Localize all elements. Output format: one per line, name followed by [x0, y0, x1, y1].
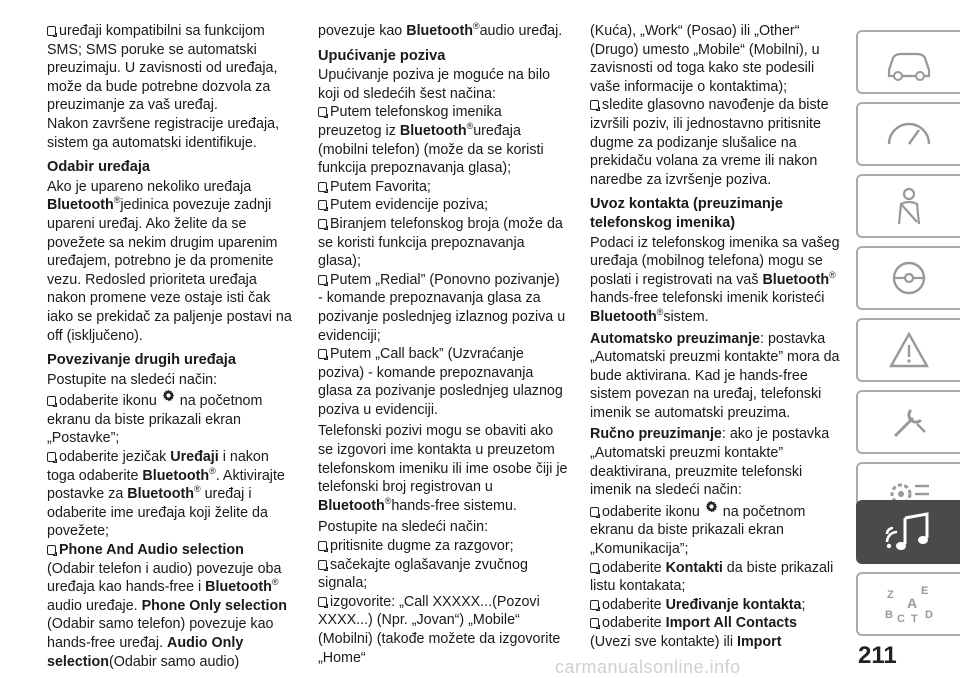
tab-safety[interactable]	[856, 174, 960, 238]
bullet-icon	[590, 100, 599, 110]
tab-car-info[interactable]	[856, 30, 960, 94]
bullet-icon	[590, 600, 599, 610]
watermark: carmanualsonline.info	[555, 657, 741, 677]
tab-multimedia[interactable]	[856, 500, 960, 564]
bullet-icon	[318, 349, 327, 359]
gear-icon	[705, 500, 718, 513]
bullet-icon	[590, 507, 599, 517]
bullet-item: Putem „Redial” (Ponovno pozivanje) - komande prepoznavanja glasa za pozivanje poslednjeg izlaznog poziva u evidenciji;	[318, 271, 566, 344]
bullet-icon	[47, 452, 56, 462]
index-letter: T	[911, 613, 918, 624]
section-heading: Uvoz kontakta (preuzimanje telefonskog imenika)	[590, 196, 784, 231]
bullet-icon	[318, 597, 327, 607]
bullet-item: sačekajte oglašavanje zvučnog signala;	[318, 556, 528, 592]
bullet-icon	[318, 107, 327, 117]
paragraph: povezuje kao Bluetooth®audio uređaj.	[318, 21, 563, 39]
dashboard-icon	[881, 114, 937, 154]
bullet-item: Putem Favorita;	[318, 178, 568, 197]
tab-index[interactable]	[856, 572, 960, 636]
steering-wheel-icon	[881, 258, 937, 298]
bullet-icon	[590, 618, 599, 628]
bullet-item: odaberite ikonu na početnom ekranu da biste prikazali ekran „Postavke”;	[47, 389, 297, 448]
bullet-icon	[318, 560, 327, 570]
bullet-icon	[318, 182, 327, 192]
paragraph: Ako je upareno nekoliko uređaja Bluetooth®jedinica povezuje zadnji upareni uređaj. Ako želite da se povežete sa nekim drugim uparenim uređajem, potrebno je da promenite vezu. Redosled prioriteta uređaja nakon promene veze ostaje isti čak iako se prekidač za paljenje postavi na off (isključeno).	[47, 178, 292, 344]
bullet-item: izgovorite: „Call XXXXX...(Pozovi XXXX...) (Npr. „Jovan“) „Mobile“ (Mobilni) (takođe možete da izgovorite „Home“	[318, 593, 561, 666]
paragraph: Upućivanje poziva je moguće na bilo koji od sledećih šest načina:	[318, 67, 551, 102]
bullet-icon	[47, 396, 56, 406]
section-heading: Povezivanje drugih uređaja	[47, 352, 236, 369]
bullet-item: pritisnite dugme za razgovor;	[318, 537, 568, 556]
tab-dashboard[interactable]	[856, 102, 960, 166]
bullet-item: sledite glasovno navođenje da biste izvršili poziv, ili jednostavno pritisnite dugme za podizanje slušalice na prekidaču volana za vreme ili nakon naredbe za izvršenje poziva.	[590, 97, 829, 188]
bullet-icon	[318, 219, 327, 229]
column-3	[590, 22, 843, 652]
seatbelt-icon	[881, 186, 937, 226]
bullet-item: Putem „Call back” (Uzvraćanje poziva) - komande prepoznavanja glasa za pozivanje poslednjeg ulaznog poziva u evidenciji.	[318, 346, 563, 418]
tab-maintenance[interactable]	[856, 390, 960, 454]
index-letter: E	[921, 585, 929, 597]
warning-triangle-icon	[881, 330, 937, 370]
paragraph: Podaci iz telefonskog imenika sa vašeg uređaja (mobilnog telefona) mogu se poslati i registrovati na vaš Bluetooth® hands-free telefonski imenik koristeći Bluetooth®sistem.	[590, 234, 840, 325]
bullet-item: Phone And Audio selection	[47, 541, 297, 560]
section-heading: Upućivanje poziva	[318, 47, 446, 64]
bullet-item: odaberite Uređivanje kontakta;	[590, 596, 843, 615]
bullet-item: Putem telefonskog imenika preuzetog iz Bluetooth®uređaja (mobilni telefon) (može da se koristi funkcija prepoznavanja glasa);	[318, 104, 544, 177]
paragraph: Telefonski pozivi mogu se obaviti ako se izgovori ime kontakta u preuzetom telefonskom imeniku ili ime osobe čiji je telefonski broj registrovan u Bluetooth®hands-free sistemu.	[318, 423, 568, 514]
multimedia-icon	[881, 512, 937, 552]
bullet-item: odaberite Kontakti da biste prikazali listu kontakata;	[590, 559, 834, 595]
bullet-item: Biranjem telefonskog broja (može da se koristi funkcija prepoznavanja glasa);	[318, 215, 563, 270]
index-letter: B	[885, 609, 893, 621]
paragraph: (Odabir telefon i audio) povezuje oba uređaja kao hands-free i Bluetooth® audio uređaje. Phone Only selection (Odabir samo telefon) povezuje kao hands-free uređaj. Audio Only selection(Odabir samo audio)	[47, 560, 287, 670]
bullet-item: Putem evidencije poziva;	[318, 196, 568, 215]
bullet-icon	[318, 275, 327, 285]
paragraph: Nakon završene registracije uređaja, sistem ga automatski identifikuje.	[47, 115, 280, 151]
tab-emergency[interactable]	[856, 318, 960, 382]
section-heading: Odabir uređaja	[47, 159, 150, 176]
paragraph: Postupite na sledeći način:	[47, 371, 218, 388]
paragraph: Ručno preuzimanje: ako je postavka „Automatski preuzmi kontakte” deaktivirana, preuzmite telefonski imenik na sledeći način:	[590, 426, 830, 499]
bullet-icon	[47, 26, 56, 36]
paragraph: (Kuća), „Work“ (Posao) ili „Other“ (Drugo) umesto „Mobile“ (Mobilni), u zavisnosti od toga kako ste podesili vaše informacije o kontaktima);	[590, 23, 820, 95]
bullet-icon	[318, 200, 327, 210]
wrench-icon	[881, 402, 937, 442]
gear-icon	[162, 389, 175, 402]
bullet-item: odaberite ikonu na početnom ekranu da biste prikazali ekran „Komunikacija”;	[590, 500, 843, 559]
paragraph: Postupite na sledeći način:	[318, 519, 489, 536]
paragraph: Automatsko preuzimanje: postavka „Automatski preuzmi kontakte” mora da bude aktivirana. Kad je hands-free sistem povezan na uređaj, telefonski imenik se automatski preuzima.	[590, 330, 840, 421]
index-letter: Z	[887, 589, 894, 601]
car-icon	[881, 42, 937, 82]
bullet-item: odaberite Import All Contacts (Uvezi sve kontakte) ili Import	[590, 615, 797, 650]
tab-driving[interactable]	[856, 246, 960, 310]
bullet-icon	[590, 563, 599, 573]
index-letter: D	[925, 609, 933, 621]
column-1	[47, 22, 297, 671]
bullet-item: odaberite jezičak Uređaji i nakon toga odaberite Bluetooth®. Aktivirajte postavke za Bluetooth® uređaj i odaberite ime uređaja koji želite da povežete;	[47, 449, 285, 540]
index-letter: C	[897, 613, 905, 624]
index-letter: A	[907, 595, 918, 611]
page-number: 211	[858, 642, 897, 669]
column-2	[318, 22, 568, 667]
alphabet-index-icon	[881, 584, 937, 624]
bullet-icon	[318, 541, 327, 551]
bullet-icon	[47, 545, 56, 555]
bullet-item: uređaji kompatibilni sa funkcijom SMS; SMS poruke se automatski preuzimaju. U zavisnosti od uređaja, može da bude potrebne dozvola za preuzimanje za vaš uređaj.	[47, 23, 278, 114]
